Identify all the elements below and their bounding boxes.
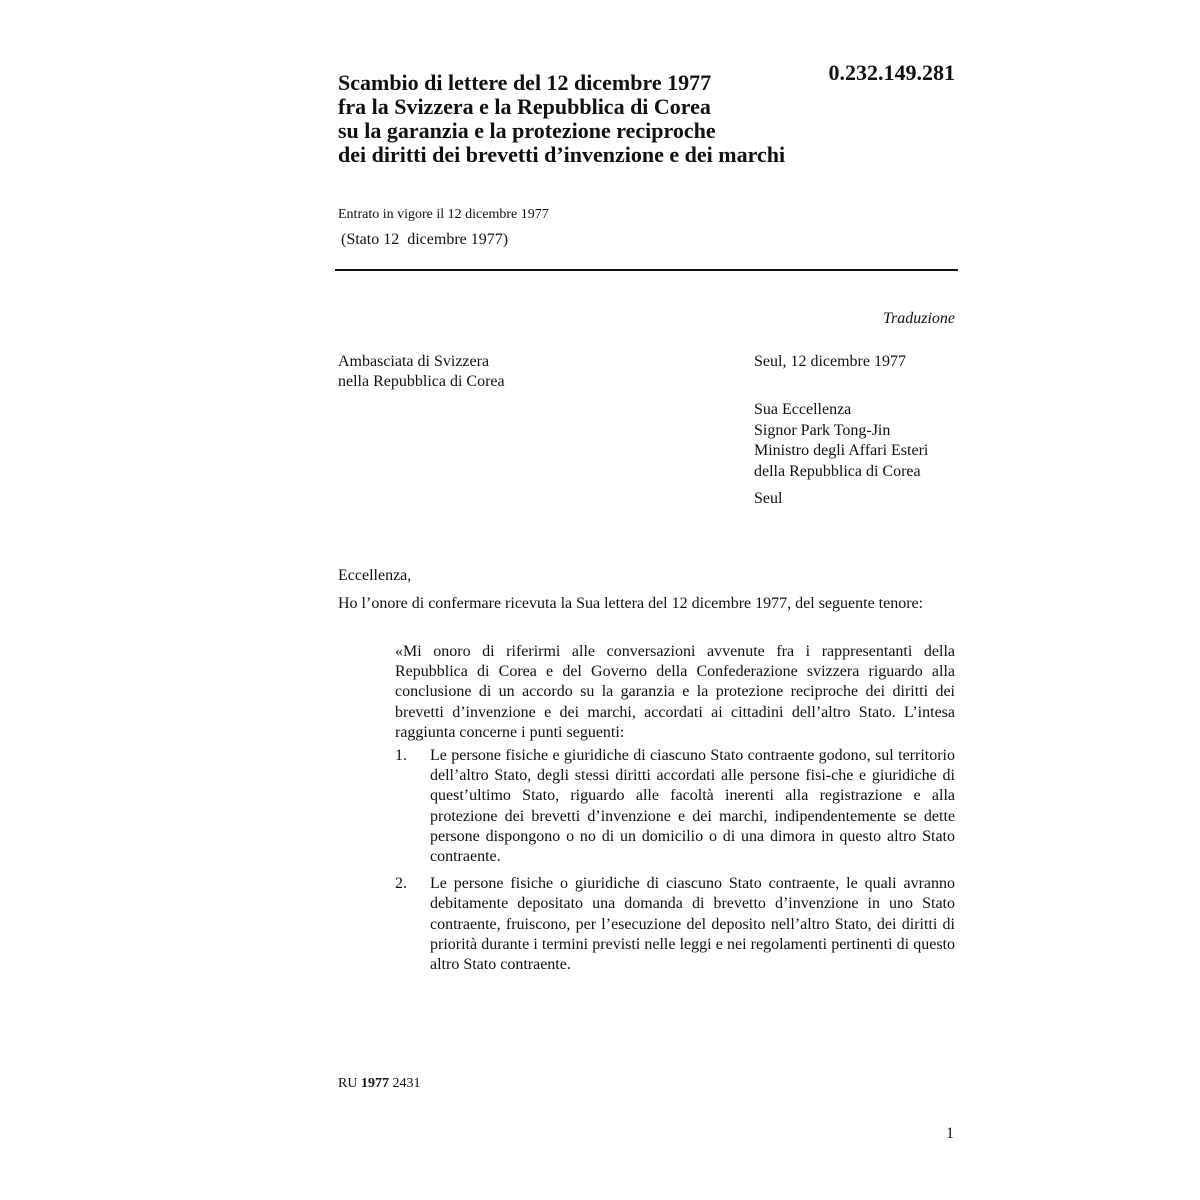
sender-block — [338, 352, 505, 392]
translation-note: Traduzione — [882, 310, 955, 327]
recipient-line: della Repubblica di Corea — [754, 462, 921, 480]
point-text: Le persone fisiche e giuridiche di ciascuno Stato contraente godono, sul territorio dell’altro Stato, degli stessi diritti accordati alle persone fisi-che e giuridiche di quest’ultimo Stato, riguardo alle facoltà inerenti alla registrazione e alla protezione dei brevetti d’invenzione e dei marchi, indipendentemente se dette persone dispongono o no di un domicilio o di una dimora in questo altro Stato contraente. — [430, 747, 955, 866]
title-line: dei diritti dei brevetti d’invenzione e dei marchi — [338, 142, 786, 167]
sender-line: Ambasciata di Svizzera — [338, 353, 490, 370]
intro-paragraph: Ho l’onore di confermare ricevuta la Sua lettera del 12 dicembre 1977, del seguente tenore: — [338, 595, 924, 612]
recipient-line: Sua Eccellenza — [754, 401, 852, 418]
recipient-line: Signor Park Tong-Jin — [754, 421, 891, 439]
official-collection-reference — [338, 1075, 420, 1093]
point-number: 2. — [395, 875, 407, 893]
agreement-point — [395, 746, 955, 867]
ref-page: 2431 — [392, 1076, 421, 1091]
title-line: Scambio di lettere del 12 dicembre 1977 — [338, 70, 712, 95]
quoted-letter-intro: «Mi onoro di riferirmi alle conversazioni avvenute fra i rappresentanti della Repubblica di Corea e del Governo della Confederazione svizzera riguardo alla conclusione di un accordo su la garanzia e la protezione reciproche dei diritti dei brevetti d’invenzione e dei marchi, accordati ai cittadini dell’altro Stato. L’intesa raggiunta concerne i punti seguenti: — [395, 643, 955, 741]
place-date: Seul, 12 dicembre 1977 — [754, 353, 906, 370]
ref-year: 1977 — [360, 1076, 389, 1091]
title-line: fra la Svizzera e la Repubblica di Corea — [338, 94, 711, 119]
entry-into-force: Entrato in vigore il 12 dicembre 1977 — [338, 207, 549, 222]
salutation: Eccellenza, — [338, 567, 412, 584]
status-date: (Stato 12 dicembre 1977) — [341, 231, 509, 248]
recipient-city: Seul — [754, 490, 783, 507]
agreement-point — [395, 874, 955, 975]
document-title — [338, 71, 898, 167]
ref-prefix: RU — [338, 1076, 358, 1091]
recipient-block — [754, 400, 928, 482]
recipient-line: Ministro degli Affari Esteri — [754, 442, 929, 459]
title-line: su la garanzia e la protezione reciproche — [338, 118, 716, 143]
agreement-points — [395, 746, 955, 982]
point-text: Le persone fisiche o giuridiche di ciascuno Stato contraente, le quali avranno debitamente depositato una domanda di brevetto d’invenzione in uno Stato contraente, fruiscono, per l’esecuzione del deposito nell’altro Stato, dei diritti di priorità durante i termini previsti nelle leggi e nei regolamenti pertinenti di questo altro Stato contraente. — [430, 875, 955, 974]
sr-number: 0.232.149.281 — [828, 60, 955, 85]
point-number: 1. — [395, 747, 407, 764]
page-number: 1 — [946, 1125, 954, 1142]
sender-line: nella Repubblica di Corea — [338, 373, 505, 390]
header-divider — [335, 269, 958, 271]
